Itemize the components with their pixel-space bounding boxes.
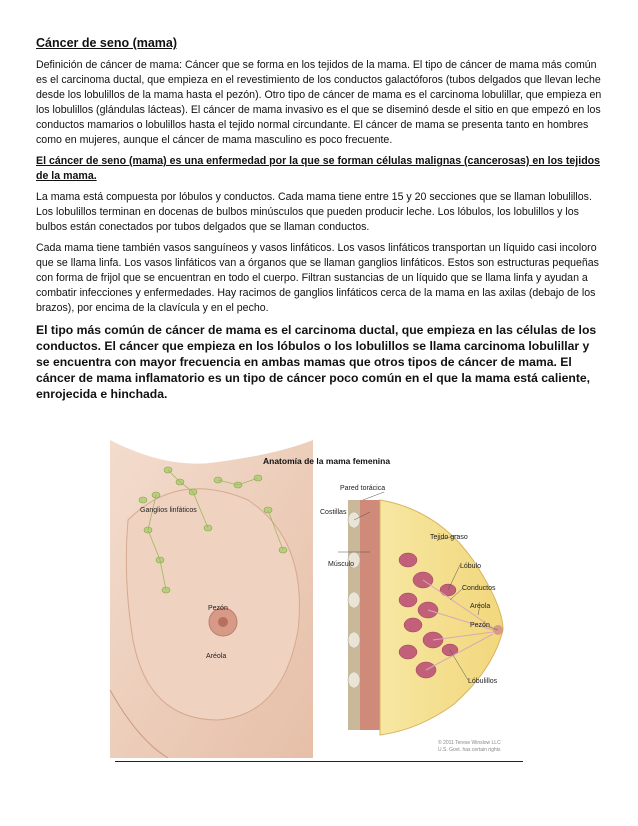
copyright-line-1: © 2011 Terese Winslow LLC [438,740,501,746]
anatomy-paragraph: La mama está compuesta por lóbulos y conductos. Cada mama tiene entre 15 y 20 secciones que se llaman lobulillos. Los lobulillos terminan en docenas de bulbos minúsculos que pueden producir leche. Los lóbulos, los lobulillos y los bulbos están conectados por tubos delgados que se llaman conductos. [36,191,592,233]
label-lobulo: Lóbulo [460,563,482,570]
summary-statement: El cáncer de seno (mama) es una enfermedad por la que se forman células malignas (cancerosas) en los tejidos de la mama. [36,155,601,182]
label-pared: Pared torácica [340,485,386,492]
figure-underline [115,761,523,762]
breast-anatomy-figure [108,440,528,758]
label-areola-right: Aréola [470,603,491,610]
label-tejido: Tejido graso [430,534,468,541]
types-paragraph: El tipo más común de cáncer de mama es el carcinoma ductal, que empieza en las células de los conductos. El cáncer que empieza en los lóbulos o los lobulillos se llama carcinoma lobulillar y se encuentra con mayor frecuencia en ambas mamas que otros tipos de cáncer de mama. El cáncer de mama inflamatorio es un tipo de cáncer poco común en el que la mama está caliente, enrojecida e hinchada. [36,323,597,401]
anatomy-illustration [108,440,528,758]
label-pezon-left: Pezón [208,605,228,612]
label-pezon-right: Pezón [470,622,490,629]
definition-paragraph: Definición de cáncer de mama: Cáncer que se forma en los tejidos de la mama. El tipo de cáncer de mama más común es el carcinoma ductal, que empieza en el revestimiento de los conductos galactóforos (tubos delgados que llevan leche desde los lobulillos de la mama hasta el pezón). Otro tipo de cáncer de mama es el carcinoma lobulillar, que empieza en los lobulillos (glándulas lácteas). El cáncer de mama invasivo es el que se diseminó desde el sitio en que empezó en los conductos mamarios o lobulillos hasta el tejido normal circundante. El cáncer de mama se presenta tanto en hombres como en mujeres, aunque el cáncer de mama masculino es poco frecuente. [36,59,602,146]
copyright-line-2: U.S. Govt. has certain rights [438,747,501,753]
lymph-paragraph: Cada mama tiene también vasos sanguíneos y vasos linfáticos. Los vasos linfáticos transportan un líquido casi incoloro que se llama linfa. Los vasos linfáticos van a órganos que se llaman ganglios linfáticos. Estos son estructuras pequeñas con forma de frijol que se encuentran en todo el cuerpo. Filtran sustancias de un líquido que se llama linfa y ayudan a combatir infecciones y enfermedades. Hay racimos de ganglios linfáticos cerca de la mama en las axilas (debajo de los brazos), por encima de la clavícula y en el pecho. [36,242,599,314]
document-page [36,36,602,408]
frontal-view [108,440,318,758]
label-conductos: Conductos [462,585,496,592]
label-musculo: Músculo [328,561,355,568]
document-title: Cáncer de seno (mama) [36,36,178,50]
figure-title: Anatomía de la mama femenina [263,456,391,466]
label-costillas: Costillas [320,509,347,516]
label-lobulillos: Lóbulillos [468,678,498,685]
label-areola-left: Aréola [206,653,227,660]
label-ganglios: Ganglios linfáticos [140,507,197,514]
